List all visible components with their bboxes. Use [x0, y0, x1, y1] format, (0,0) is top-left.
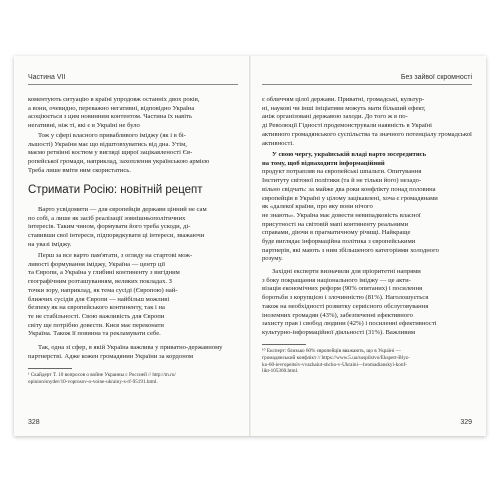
open-book — [14, 56, 486, 436]
footnote — [28, 372, 240, 386]
text-line: партнерів, які мають з ним збільшеного категоріями холодного — [262, 246, 439, 254]
text-line: ставивши свої інтереси, підпорядкувати ці інтереси, зважаючи — [28, 232, 205, 240]
header-rule-right — [262, 84, 472, 85]
text-line: Варто усвідомити — для європейців держави цінний не сам — [38, 206, 207, 213]
text-line: ближчих сусідів для Європи — найбільш можливі — [28, 295, 170, 303]
text-line: світу ще потрібно довести. Києв має переконати — [28, 321, 164, 329]
header-rule-left — [28, 84, 238, 85]
text-line: аніж організовані державою заходи. До того ж в по- — [262, 113, 408, 121]
text-line: активного громадянського суспільства та значного потенціалу громадської — [262, 130, 472, 138]
footnote — [262, 348, 474, 375]
text-line: партнерстві. Адже кожен громадянин України за кордоном — [28, 352, 194, 360]
text-line: по собі, а лише як засіб реалізації зовнішньополітичних — [28, 214, 186, 222]
footnote-line: громадянський конфлікт // https://www.5.ua/suspilstvo/Ekspert-Blyz- — [262, 354, 410, 361]
text-line: європейців в Україні у цілому зацікавлені, хоча є громадянами — [262, 194, 438, 202]
paragraph — [28, 206, 238, 250]
text-line: вільно свідчать: за майже два роки конфлікту понад половина — [262, 185, 436, 193]
footnote-rule — [28, 368, 72, 369]
text-line: точки зору, наприклад, як тема сусіді (Європою) най- — [28, 286, 178, 294]
footnote-rule — [262, 344, 306, 345]
text-line: та Європи, а Україна у глибині континенту з вигідним — [28, 269, 180, 277]
text-line: ні, наукові чи інші ініціативи можуть мати більший ефект, — [262, 104, 426, 112]
text-line: інтересів. Таким чином, формувати його треба ускоди, ді- — [28, 223, 191, 231]
footnote-line: ¹⁰ Експерт: близько 60% європейців вважають, що в Україні — — [262, 348, 401, 354]
text-line: Тож у сфері власного привабливого іміджу (як і в бі- — [38, 132, 186, 139]
paragraph — [28, 96, 238, 131]
text-line: У свою чергу, українській владі варто зосередитись — [272, 151, 427, 158]
text-line: Україна. Також її повинна та рекламувати себе. — [28, 330, 161, 338]
text-line: ливості формування іміджу, Україна — центр ції — [28, 260, 166, 268]
text-line: льшості) України має що відштовхуватись від дна. Утім, — [28, 140, 187, 148]
text-line: маємо ретвінні костюм у вигляді щирої зацікавленості Єв- — [28, 149, 193, 157]
text-line: ропейської громади, наприклад, захоплення українською армією — [28, 158, 210, 166]
page-number-left: 328 — [28, 419, 40, 426]
paragraph — [262, 96, 472, 148]
paragraph — [28, 132, 238, 176]
text-line: розуму. — [262, 255, 283, 263]
left-page — [14, 56, 250, 436]
text-line: справами, діючи в прагматичному річищі. Найкраще — [262, 229, 411, 237]
section-title: Стримати Росію: новітній рецепт — [28, 184, 203, 196]
running-head-right: Без зайвої скромності — [400, 74, 472, 81]
text-line: візація економічних реформ (90% опитаних) і посилення — [262, 285, 423, 293]
text-line: Західні експерти визначили для пріоритетні напрями — [272, 268, 421, 275]
text-line: безпеку як на європейського континенту, так і на — [28, 304, 165, 312]
text-line: Перш за все варто пам'ятати, з огляду на стартові мож- — [38, 252, 193, 259]
text-line: на увазі іміджу. — [28, 240, 72, 248]
text-line: іноземних громадян (43%), забезпеченні ефективного — [262, 311, 413, 319]
footnote-line: ¹ Скайдерт Т. 10 вопросов о войне Украины с Россией // http://m.ru/ — [28, 372, 176, 378]
text-line: є обличчям цілої держави. Приватні, громадські, культур- — [262, 96, 425, 103]
text-line: боротьби з корупцією і злочинністю (81%). Наголошується — [262, 294, 429, 302]
text-line: присутності на світовій мапі континенту реальними — [262, 220, 408, 228]
text-line: асоціюється з цим новинним контентом. Частина їх навіть — [28, 113, 192, 121]
paragraph — [28, 344, 238, 361]
text-line: Треба лише вміти ним скористатись. — [28, 166, 131, 174]
paragraph — [262, 268, 472, 338]
text-line: продукт потрапляв на європейські шпальти. Опитування — [262, 168, 422, 176]
text-line: на тому, щоб віднаходити інформаційний — [262, 159, 385, 167]
page-number-right: 329 — [460, 419, 472, 426]
running-head-left: Частина VII — [28, 74, 66, 81]
text-line: з боку покращання національного іміджу — це акти- — [262, 276, 411, 284]
right-page — [250, 56, 486, 436]
footnote-line: ko-60-ievropeitsiv-vvazhaiut-shcho-v-Ukraini—hromadianskyi-konf- — [262, 361, 407, 368]
footnote-line: likt-105360.html. — [262, 368, 299, 375]
text-line: як «далекої країни, про яку вони нічого — [262, 203, 373, 211]
text-line: те не стабільності. Свою важливість для Європи — [28, 312, 165, 320]
text-line: захисту прав і свобод людини (42%) і посиленні ефективності — [262, 320, 437, 328]
text-line: Так, одна зі сфер, в якій Україна важлива у приватно-державному — [38, 344, 223, 351]
text-line: географічним розташуванням, великих покладах. З — [28, 278, 172, 286]
text-line: Інституту світової політики (та й не тільки його) незадо- — [262, 177, 422, 185]
text-line: культурно-інформаційної діяльності (31%). Важливим — [262, 328, 416, 336]
footnote-line: opinion/snyder/10-voprosov-o-voine-ukrainy-s-rf-95191.html. — [28, 378, 158, 385]
text-line: не знають». Україна має довести невипадковість власної — [262, 211, 421, 219]
paragraph — [262, 151, 472, 264]
text-line: також на необхідності розвитку сервісного обслуговування — [262, 302, 429, 310]
text-line: ді Революції Гідності продемонстрували наявність в Україні — [262, 122, 432, 130]
text-line: активності. — [262, 139, 294, 147]
text-line: а вони, очевидно, переважно негативні, відповідно Україна — [28, 104, 195, 112]
text-line: негативні, ніж ті, які є в Україні не було — [28, 122, 140, 130]
paragraph — [28, 252, 238, 339]
text-line: буде виглядає інформаційна політика з європейськими — [262, 238, 416, 246]
text-line: коментують ситуацію в країні упродовж останніх двох років, — [28, 96, 200, 103]
